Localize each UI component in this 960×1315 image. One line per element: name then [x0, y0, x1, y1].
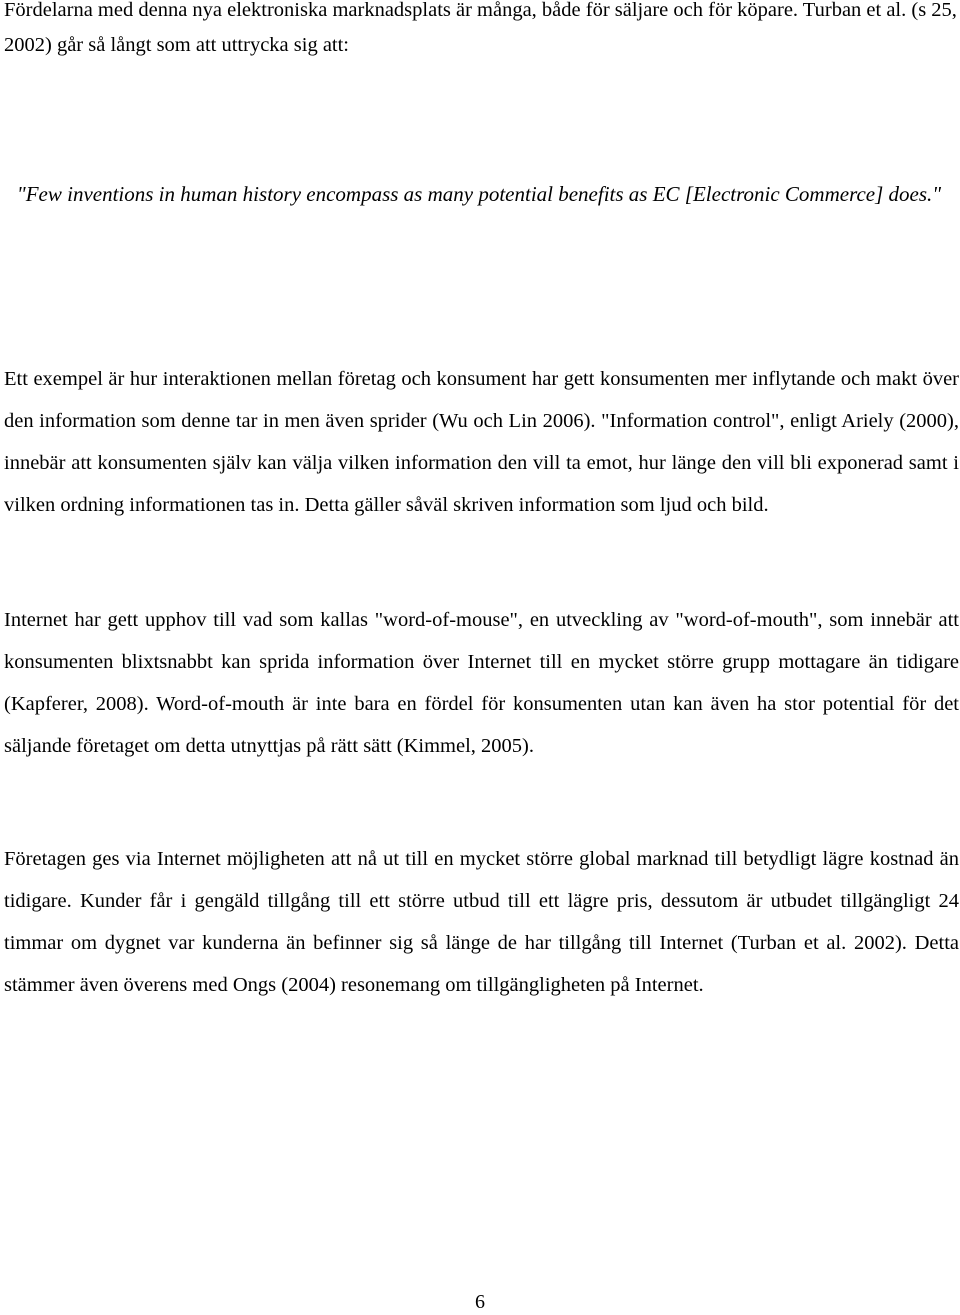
body-paragraph-2: Internet har gett upphov till vad som kallas "word-of-mouse", en utveckling av "word-of-mouth", som innebär att konsumenten blixtsnabbt kan sprida information över Internet till en mycket större grupp mottagare än tidigare (Kapferer, 2008). Word-of-mouth är inte bara en fördel för konsumenten utan kan även ha stor potential för det säljande företaget om detta utnyttjas på rätt sätt (Kimmel, 2005). [4, 609, 959, 757]
body-paragraph-1: Ett exempel är hur interaktionen mellan företag och konsument har gett konsumenten mer inflytande och makt över den information som denne tar in men även sprider (Wu och Lin 2006). "Information control", enligt Ariely (2000), innebär att konsumenten själv kan välja vilken information den vill ta emot, hur länge den vill bli exponerad samt i vilken ordning informationen tas in. Detta gäller såväl skriven information som ljud och bild. [4, 368, 959, 516]
body-paragraph-3: Företagen ges via Internet möjligheten att nå ut till en mycket större global marknad till betydligt lägre kostnad än tidigare. Kunder får i gengäld tillgång till ett större utbud till ett lägre pris, dessutom är utbudet tillgängligt 24 timmar om dygnet var kunderna än befinner sig så länge de har tillgång till Internet (Turban et al. 2002). Detta stämmer även överens med Ongs (2004) resonemang om tillgängligheten på Internet. [4, 848, 959, 996]
intro-paragraph: Fördelarna med denna nya elektroniska marknadsplats är många, både för säljare och för köpare. Turban et al. (s 25, 2002) går så långt som att uttrycka sig att: [4, 0, 957, 56]
block-quote: "Few inventions in human history encompass as many potential benefits as EC [Electronic Commerce] does." [16, 182, 942, 206]
page-number: 6 [475, 1291, 485, 1313]
